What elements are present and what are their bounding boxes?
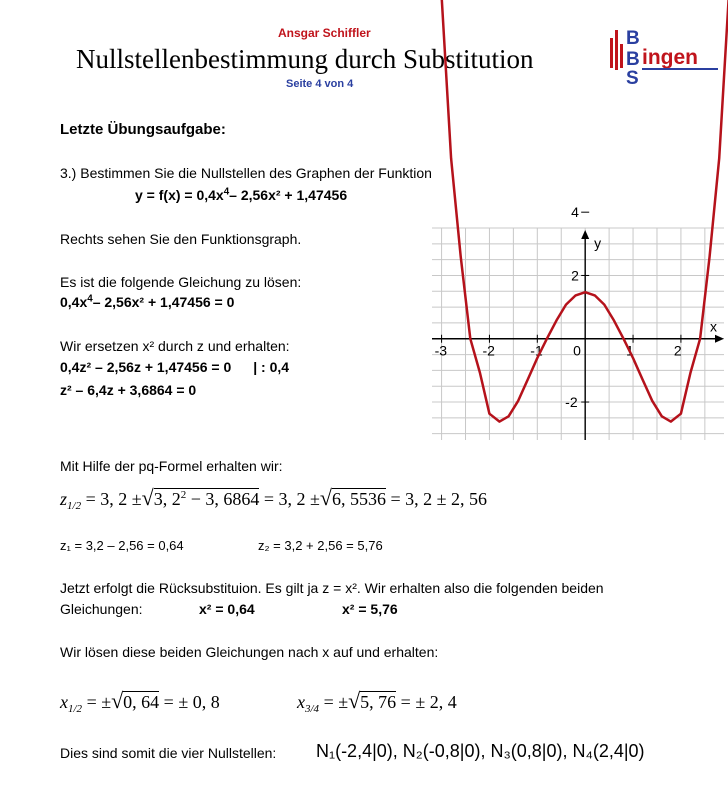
task-intro: 3.) Bestimmen Sie die Nullstellen des Graphen der Funktion (60, 165, 432, 181)
function-rhs: – 2,56x² + 1,47456 (229, 187, 348, 203)
section-title: Letzte Übungsaufgabe: (60, 121, 226, 138)
solve-intro: Wir lösen diese beiden Gleichungen nach x auf und erhalten: (60, 644, 439, 660)
y-axis-label: y (594, 235, 602, 251)
logo-letter-s: S (626, 68, 639, 89)
x-tick-label: -3 (434, 342, 448, 359)
bbs-bingen-logo (606, 26, 724, 89)
back-substitution-line2: Gleichungen: (60, 601, 143, 617)
x-tick-label: 0 (573, 342, 581, 359)
page-number: Seite 4 von 4 (286, 78, 354, 90)
y-tick-label: 4 (571, 204, 579, 221)
page-title: Nullstellenbestimmung durch Substitution (76, 44, 534, 74)
z2-result: z₂ = 3,2 + 2,56 = 5,76 (258, 538, 383, 553)
x-tick-label: 1 (626, 342, 634, 359)
x-tick-label: -1 (530, 342, 543, 359)
equation-1: $0,4x^4-$ 2,56x² + 1,47456 = 0 (60, 293, 235, 310)
x-tick-label: -2 (482, 342, 495, 359)
y-axis-arrow (581, 230, 589, 239)
x34-formula: $x_{3/4} = \pm√5$, 76 = ± 2, 4 (297, 688, 457, 716)
pq-intro: Mit Hilfe der pq-Formel erhalten wir: (60, 458, 283, 474)
x-tick-label: 2 (673, 342, 682, 359)
z1-result: z₁ = 3,2 – 2,56 = 0,64 (60, 538, 184, 553)
y-tick-label: 2 (571, 267, 579, 284)
conclusion-text: Dies sind somit die vier Nullstellen: (60, 745, 277, 761)
equation-x2-1: x² = 0,64 (199, 601, 255, 617)
graph-svg (432, 204, 724, 440)
function-definition: $y = f(x) = 0,4x^4-$ 2,56x² + 1,47456 (135, 186, 348, 203)
author-name: Ansgar Schiffler (278, 26, 371, 40)
logo-text: ingen (642, 46, 698, 69)
substitution-intro: Wir ersetzen x² durch z und erhalten: (60, 338, 290, 354)
back-substitution-line1: Jetzt erfolgt die Rücksubstituion. Es gilt ja z = x². Wir erhalten also die folgenden beiden (60, 580, 604, 596)
equation-intro: Es ist die folgende Gleichung zu lösen: (60, 274, 302, 290)
equation-3: z² – 6,4z + 3,6864 = 0 (60, 382, 197, 398)
x-axis-label: x (710, 318, 717, 335)
x-axis-arrow (715, 335, 724, 343)
equation-x2-2: x² = 5,76 (342, 601, 398, 617)
function-graph (432, 204, 724, 440)
y-tick-label: -2 (565, 394, 578, 411)
equation-2: 0,4z² – 2,56z + 1,47456 = 0 | : 0,4 (60, 359, 290, 375)
logo-letter-b1: B (626, 28, 640, 49)
pq-formula: $z_{1/2} = 3$, 2 ±√3, $2^2 - 3$, 6864 = 3, 2 ±√6, 5536 = 3, 2 ± 2, 56 (60, 485, 487, 513)
graph-hint: Rechts sehen Sie den Funktionsgraph. (60, 231, 302, 247)
function-lhs: y = f(x) = 0,4x (135, 187, 224, 203)
logo-letter-b2: B (626, 49, 640, 70)
roots-list: N₁(-2,4|0), N₂(-0,8|0), N₃(0,8|0), N₄(2,4|0) (316, 741, 645, 761)
x12-formula: $x_{1/2} = \pm√0$, 64 = ± 0, 8 (60, 688, 220, 716)
